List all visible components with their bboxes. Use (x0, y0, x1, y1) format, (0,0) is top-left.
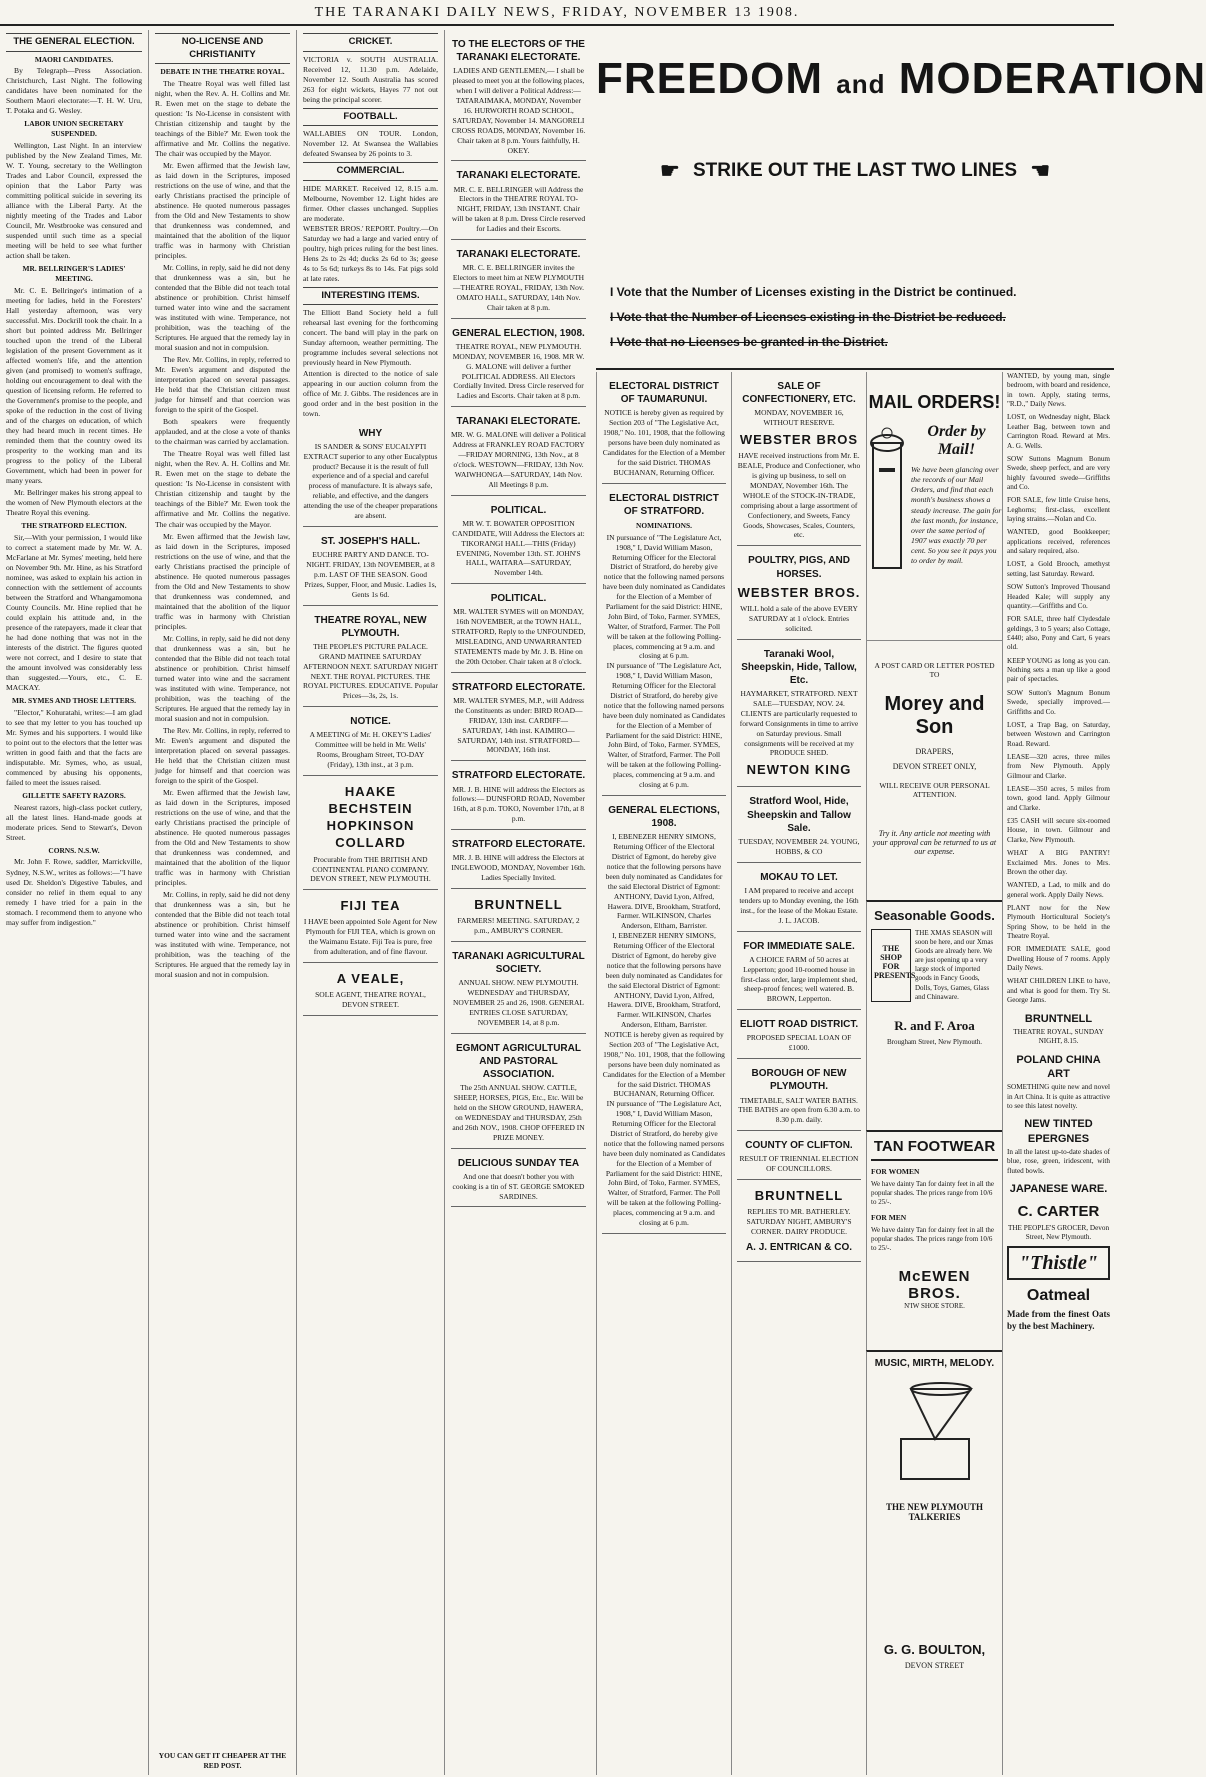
article-subheading: DEBATE IN THE THEATRE ROYAL. (160, 67, 285, 77)
china-text: SOMETHING quite new and novel in Art China. It is quite as attractive to see this latest novelty. (1007, 1083, 1110, 1110)
article-text: The Rev. Mr. Collins, in reply, referred to Mr. Ewen's argument and disputed the interpretation placed on several passages. He held that the Christian citizen must judge for himself and that coercion was foreign to the spirit of the Gospel. (155, 355, 290, 415)
classified-item: LOST, a Gold Brooch, amethyst setting, last Saturday. Reward. (1007, 560, 1110, 578)
vote-line-reduced: I Vote that the Number of Licenses existing in the District be reduced. (610, 310, 1006, 324)
advert-title (596, 54, 1206, 104)
classified-item: PLANT now for the New Plymouth Horticultural Society's Spring Show, to be held in the Theatre Royal. (1007, 903, 1110, 941)
advert-text: HAYMARKET, STRATFORD. NEXT SALE—TUESDAY, NOV. 24. CLIENTS are particularly requested to forward Consignments in time to arrive on Saturday previous. Small consignments will be received at my PRODUCE SHED. (739, 689, 859, 758)
classified-item: FOR IMMEDIATE SALE, good Dwelling House of 7 rooms. Apply Daily News. (1007, 945, 1110, 973)
advert-theatre-royal (303, 606, 438, 708)
tan-title: TAN FOOTWEAR (871, 1138, 998, 1161)
vote-line-continued: I Vote that the Number of Licenses existing in the District be continued. (610, 285, 1017, 299)
advert-egmont-show (451, 1034, 586, 1149)
advert-heading: STRATFORD ELECTORATE. (451, 681, 586, 693)
classified-item: LEASE—350 acres, 5 miles from town, good land. Apply Gilmour and Clarke. (1007, 785, 1110, 812)
classified-item: LEASE—320 acres, three miles from New Plymouth. Apply Gilmour and Clarke. (1007, 752, 1110, 780)
advert-brand: WEBSTER BROS. (737, 584, 861, 600)
advert-symes (451, 584, 586, 673)
advert-heading: BRUNTNELL (754, 1188, 844, 1204)
pillar-box-icon (867, 423, 907, 573)
classified-item: WHAT CHILDREN LIKE to have, and what is good for them. Try St. George Jams. (1007, 977, 1110, 1005)
advert-text: The 25th ANNUAL SHOW. CATTLE, SHEEP, HORSES, PIGS, Etc., Etc. Will be held on the SHOW GROUND, HAWERA, on WEDNESDAY and THURSDAY, 25th and 26th NOV., 1908. CHOP OFFERED IN PRIZE MONEY. (452, 1083, 585, 1142)
japanese-heading: JAPANESE WARE. (1009, 1182, 1108, 1195)
news-column-4 (444, 30, 592, 1775)
gramophone-icon (871, 1379, 999, 1489)
advert-symes-2 (451, 673, 586, 762)
music-title: MUSIC, MIRTH, MELODY. (874, 1358, 995, 1369)
notices-column-1 (596, 372, 731, 1775)
advert-heading: POLITICAL. (490, 504, 547, 516)
article-text: HIDE MARKET. Received 12, 8.15 a.m. Melbourne, November 12. Light hides are firmer. Other classes unchanged. Supplies are moderate. (303, 183, 438, 223)
pointing-hand-icon: ☚ (1030, 158, 1051, 183)
article-text: The Theatre Royal was well filled last night, when the Rev. A. H. Collins and Mr. R. Ewen met on the stage to debate the question: 'Is No-License in consistent with Christian citizenship and taught by the teachings of the Bible?' Mr. Ewen took the affirmative and Mr. Collins the negative. The chair was occupied by the Mayor. (155, 449, 290, 529)
advert-text: MR. C. E. BELLRINGER will Address the Electors in the THEATRE ROYAL TO-NIGHT, FRIDAY, 13th INSTANT. Chair will be taken at 8 p.m. Dress Circle reserved for Ladies and their Escorts. (451, 184, 586, 234)
advert-text: MR. WALTER SYMES, M.P., will Address the Constituents as under: BIRD ROAD—FRIDAY, 13th inst. CARDIFF—SATURDAY, 14th inst. KAIMIRO—SATURDAY, 14th inst. STRATFORD—MONDAY, 16th inst. (453, 695, 584, 755)
advert-fiji-tea (303, 890, 438, 963)
morey-line: DRAPERS, (915, 747, 954, 756)
classified-item: SOW Sutton's Improved Thousand Headed Kale; will supply any quantity.—Griffiths and Co. (1007, 583, 1110, 610)
advert-heading: A VEALE, (336, 971, 405, 987)
advert-text: And one that doesn't bother you with cooking is a tin of ST. GEORGE SMOKED SARDINES. (452, 1171, 585, 1201)
advert-heading: SALE OF CONFECTIONERY, ETC. (742, 381, 856, 406)
article-text: "Elector," Kohuratahi, writes:—I am glad to see that my letter to you has touched up Mr. Symes and his supporters. I would like to point out to the electors that the letter was written in good faith and that the facts are indisputable. Mr. Symes, who, as usual, commenced by abusing his opponents, failed to meet the issues raised. (6, 707, 142, 787)
morey-name: Morey and Son (884, 693, 985, 738)
title-moderation: MODERATION (898, 54, 1206, 103)
thistle-brand: "Thistle" (1007, 1246, 1110, 1280)
advert-heading: POLITICAL. (490, 593, 547, 605)
carter-name: C. CARTER (1017, 1203, 1100, 1221)
article-text: Wellington, Last Night. In an interview published by the New Zealand Times, Mr. W. T. Young, secretary to the Wellington Trades and Labor Council, expressed the opinion that the Labor Party was committing political suicide in severing its alliance with the Liberal Party. At the nightly meeting of the Trades and Labor Council, Mr. Westbrooke was censured and suspended until such time as a special meeting will be held to see what further action shall be taken. (6, 140, 142, 261)
advert-text: MONDAY, NOVEMBER 16, WITHOUT RESERVE. (754, 408, 844, 428)
advert-heading: HAAKE BECHSTEIN HOPKINSON COLLARD (326, 784, 415, 851)
advert-sardines (451, 1149, 586, 1208)
article-text: Mr. Ewen affirmed that the Jewish law, as laid down in the Scriptures, imposed restrictions on the use of wine, and that the early Christians practised the principle of abstinence. He quoted numerous passages from the Old and New Testaments to show that drunkenness was condemned, and maintained that the abolition of the liquor traffic was in harmony with Christian principles. (155, 787, 290, 888)
article-text: Mr. Collins, in reply, said he did not deny that drunkenness was a sin, but he contended that the Bible did not teach total abstinence or prohibition. Christ himself turned water into wine and the sacrament was instituted with wine. Temperance, not prohibition, was the teaching of the Scriptures. He argued that the remedy lay in moral suasion and not in compulsion. (155, 263, 290, 353)
advert-text: MR. J. B. HINE will address the Electors as follows:— DUNSFORD ROAD, November 16th, at 8 p.m. TOKO, November 17th, at 8 p.m. (452, 784, 585, 824)
advert-heading: FIJI TEA (340, 898, 401, 914)
notices-column-2 (731, 372, 866, 1775)
advert-text: LADIES AND GENTLEMEN,— I shall be pleased to meet you at the following places, when I will deliver a Political Address:— TATARAIMAKA, MONDAY, November 16. HURWORTH ROAD SCHOOL, SATURDAY, November 14. MANGORELI CROSS ROADS, MONDAY, November 16. Chair taken at 8 p.m. Yours faithfully, H. OKEY. (451, 66, 586, 155)
mail-order-advert (866, 372, 1002, 640)
section-heading: CRICKET. (303, 33, 438, 52)
advert-text: A CHOICE FARM of 50 acres at Lepperton; good 10-roomed house in first-class order, large implement shed, sheep-proof fences; well watered. B. BROWN, Lepperton. (740, 954, 858, 1004)
bruntnell-text: THEATRE ROYAL, SUNDAY NIGHT, 8.15. (1013, 1027, 1104, 1046)
article-text: Mr. C. E. Bellringer's intimation of a meeting for ladies, held in the Foresters' Hall yesterday afternoon, was very successful. Mrs. Dockrill took the chair. In a short but pointed address Mr. Bellringer touched upon the trend of the Liberal legislation of the present Government as it affected women's life, and the attention given (and promised) to women's suffrage, holding out encouragement to deal with the question of licensing reform. He referred to the Government's promise to the people, and spoke of the reduction in the cost of living and of the charges on education, of which they had heard much in recent times. He reminded them that the country owed its prosperity to the working man and its progress to the policy of the Liberal Government, which had been in power for many years. (6, 285, 142, 485)
article-text: Mr. Ewen affirmed that the Jewish law, as laid down in the Scriptures, imposed restrictions on the use of wine, and that the early Christians practised the principle of abstinence. He quoted numerous passages from the Old and New Testaments to show that drunkenness was condemned, and maintained that the abolition of the liquor traffic was in harmony with Christian principles. (155, 531, 290, 631)
classified-item: KEEP YOUNG as long as you can. Nothing sets a man up like a good pair of spectacles. (1007, 656, 1110, 684)
freedom-moderation-advert (596, 30, 1206, 370)
advert-text: TIMETABLE, SALT WATER BATHS. THE BATHS are open from 6.30 a.m. to 8.30 p.m. daily. (738, 1095, 860, 1125)
advert-text: MR. J. B. HINE will address the Electors at INGLEWOOD, MONDAY, November 16th. Ladies Specially Invited. (451, 853, 586, 883)
morey-line: DEVON STREET ONLY, (892, 762, 977, 771)
article-subheading: THE STRATFORD ELECTION. (21, 520, 127, 530)
china-heading: POLAND CHINA ART (1016, 1053, 1101, 1080)
advert-heading: Taranaki Wool, Sheepskin, Hide, Tallow, Etc. (741, 648, 857, 686)
article-subheading: MAORI CANDIDATES. (34, 54, 114, 64)
article-text: Sir,—With your permission, I would like to correct a statement made by Mr. W. A. McFarlane at Mr. Symes' meeting, held here on November 9th. Mr. Hine, as his Stratford nominee, was asked to explain his action in connection with the settlement of accounts between the Stratford and Whangamomona County Councils. Mr. Hine replied that he could explain his attitude and, in the presence of the ratepayers, made it clear that he had done nothing that was not in the interests of the district. The figures quoted were not correct, and I desire to state that the amount involved was considerably less than suggested.—Yours, etc., C. E. MACKAY. (6, 532, 142, 692)
advert-baths (737, 1059, 861, 1131)
vote-line-no-licenses: I Vote that no Licenses be granted in the District. (610, 335, 888, 349)
notice-heading: GENERAL ELECTIONS, 1908. (608, 804, 720, 830)
classified-item: WANTED, good Bookkeeper; applications received, references and salary required, also. (1007, 528, 1110, 556)
mcewen-sub: N'IW SHOE STORE. (904, 1301, 965, 1310)
article-text: The Elliott Band Society held a full rehearsal last evening for the forthcoming concert. The band will play in the park on Sunday afternoon, weather permitting. The programme includes several selections not previously heard in New Plymouth. (303, 308, 438, 368)
advert-heading: TARANAKI AGRICULTURAL SOCIETY. (452, 950, 585, 976)
advert-stratford-wool (737, 787, 861, 862)
advert-veale (303, 963, 438, 1016)
tan-footwear-advert (866, 1130, 1002, 1350)
news-column-3 (296, 30, 444, 1775)
morey-advert (866, 640, 1002, 900)
notice-text: I, EBENEZER HENRY SIMONS, Returning Officer of the Electoral District of Egmont, do hereby give notice that the following persons have been duly nominated as Candidates for the said Electoral District of Egmont: ANTHONY, David Lyon, Alfred, Hawera. DIVE, Brookham, Stratford, Farmer. WILKINSON, Charles Anderson, Eltham, Barrister. (605, 832, 723, 931)
article-text: Mr. Collins, in reply, said he did not deny that drunkenness was a sin, but he contended that the Bible did not teach total abstinence or prohibition. Christ himself turned water into wine and the sacrament was instituted with wine. Temperance, not prohibition, was the teaching of the Scriptures. He argued that the remedy lay in moral suasion and not in compulsion. (155, 633, 290, 723)
advert-notice (303, 707, 438, 776)
oatmeal-title: Oatmeal (1026, 1287, 1091, 1305)
advert-bruntnell-2 (737, 1180, 861, 1262)
mcewen-name: McEWEN BROS. (898, 1267, 971, 1302)
morey-line: WILL RECEIVE OUR PERSONAL ATTENTION. (879, 781, 990, 799)
article-subheading: GILLETTE SAFETY RAZORS. (22, 790, 126, 800)
classified-item: SOW Suttons Magnum Bonum Swede, sheep perfect, and are very highly favoured swede—Griffiths and Co. (1007, 454, 1110, 491)
advert-text: THE PEOPLE'S PICTURE PALACE. GRAND MATINEE SATURDAY AFTERNOON NEXT. SATURDAY NIGHT NEXT. THE ROYAL PICTURES. THE ROYAL PICTURES. EDUCATIVE. Popular Prices—3s, 2s, 1s. (303, 641, 438, 701)
advert-heading: TARANAKI ELECTORATE. (456, 416, 581, 428)
advert-heading: EGMONT AGRICULTURAL AND PASTORAL ASSOCIATION. (456, 1042, 581, 1081)
morey-line: A POST CARD OR LETTER POSTED TO (874, 661, 995, 679)
oatmeal-text: Made from the finest Oats by the best Machinery. (1007, 1309, 1110, 1331)
advert-heading: GENERAL ELECTION, 1908. (452, 327, 585, 339)
advert-malone-2 (451, 407, 586, 496)
advert-text: IS SANDER & SONS' EUCALYPTI EXTRACT superior to any other Eucalyptus product? Because it is the result of full experience and of a special and careful process of manufacture. It is always safe, reliable, and effective, and the dangers attending the use of the cheaper preparations are absent. (303, 441, 438, 520)
shop-presents-box: THE SHOP FOR PRESENTS (871, 929, 911, 1002)
classified-item: WHAT A BIG PANTRY! Exclaimed Mrs. Jones to Mrs. Brown the other day. (1007, 849, 1110, 876)
strike-text: STRIKE OUT THE LAST TWO LINES (692, 160, 1018, 182)
advert-bellringer-2 (451, 240, 586, 319)
article-text: Mr. Bellringer makes his strong appeal to the women of New Plymouth electors at the Theatre Royal this evening. (6, 487, 142, 517)
advert-text: MR. C. E. BELLRINGER invites the Electors to meet him at NEW PLYMOUTH—THEATRE ROYAL, FRIDAY, 13th Nov. OMATO HALL, SATURDAY, 14th Nov. Chair taken at 8 p.m. (452, 263, 585, 312)
advert-hine-2 (451, 830, 586, 889)
classified-item: £35 CASH will secure six-roomed House, in town. Gilmour and Clarke, New Plymouth. (1007, 817, 1110, 844)
article-text: VICTORIA v. SOUTH AUSTRALIA. Received 12, 11.30 p.m. Adelaide, November 12. South Australia has scored 263 for eight wickets, Hayes 77 not out being the principal scorer. (303, 54, 438, 104)
advert-heading: ELIOTT ROAD DISTRICT. (739, 1019, 859, 1031)
advert-heading: COUNTY OF CLIFTON. (745, 1140, 853, 1152)
tan-text: We have dainty Tan for dainty feet in all the popular shades. The prices range from 10/6 to 25/-. (871, 1226, 995, 1253)
advert-heading: POULTRY, PIGS, AND HORSES. (748, 555, 850, 580)
advert-clifton (737, 1131, 861, 1180)
article-heading: NO-LICENSE AND CHRISTIANITY (155, 33, 290, 64)
advert-text: Procurable from THE BRITISH AND CONTINENTAL PIANO COMPANY. DEVON STREET, NEW PLYMOUTH. (310, 854, 431, 884)
article-subheading: MR. BELLRINGER'S LADIES' MEETING. (22, 264, 126, 283)
advert-hine (451, 761, 586, 830)
article-text: WEBSTER BROS.' REPORT. Poultry.—On Saturday we had a large and varied entry of poultry, high prices ruling for the best lines. Hens 2s to 2s 4d; ducks 2s 6d to 3s; geese 4s to 5s 6d; turkeys 8s to 14s. Fat pigs sold at late rates. (303, 223, 438, 283)
notice-text: IN pursuance of "The Legislature Act, 1908," I, David William Mason, Returning Officer for the Electoral District of Stratford, do hereby give notice that the following named persons have been duly nominated as Candidates for the Election of a Member of Parliament for the said District: HINE, John Bird, of Toko, Farmer. SYMES, Walter, of Stratford, Farmer. The Poll will be taken at the following Polling-places, commencing at 9 a.m. and closing at 6 p.m. (602, 661, 726, 790)
advert-text: MR. WALTER SYMES will on MONDAY, 16th NOVEMBER, at the TOWN HALL, STRATFORD, Reply to the UNFOUNDED, MISLEADING, AND UNWARRANTED STATEMENTS made by Mr. J. B. Hine on the 20th October. Chair taken at 8 o'clock. (451, 607, 586, 666)
advert-text: ANNUAL SHOW. NEW PLYMOUTH. WEDNESDAY and THURSDAY, NOVEMBER 25 and 26, 1908. GENERAL ENTRIES CLOSE SATURDAY, NOVEMBER 14, at 8 p.m. (452, 978, 585, 1027)
section-heading: FOOTBALL. (303, 108, 438, 127)
mail-title: MAIL ORDERS! (868, 392, 1001, 412)
notice-egmont (602, 796, 726, 1234)
morey-line: Try it. Any article not meeting with your approval can be returned to us at our expense. (872, 829, 997, 856)
pointing-hand-icon: ☛ (659, 158, 680, 183)
epergnes-heading: NEW TINTED EPERGNES (1024, 1118, 1093, 1145)
advert-mokau (737, 863, 861, 932)
advert-text: RESULT OF TRIENNIAL ELECTION OF COUNCILLORS. (739, 1154, 859, 1174)
classified-item: SOW Sutton's Magnum Bonum Swede, specially improved.—Griffiths and Co. (1007, 688, 1110, 716)
advert-brand: NEWTON KING (746, 762, 852, 778)
advert-heading: ST. JOSEPH'S HALL. (320, 535, 421, 547)
advert-heading: TARANAKI ELECTORATE. (456, 170, 581, 182)
seasonable-goods-advert (866, 900, 1002, 1130)
advert-wool (737, 640, 861, 788)
advert-bellringer (451, 161, 586, 240)
tan-for-men: FOR MEN (871, 1213, 907, 1223)
classified-item: LOST, a Trap Bag, on Saturday, between Westown and Carrington Road. Reward. (1007, 720, 1110, 748)
advert-heading: NOTICE. (350, 716, 391, 728)
carter-sub: THE PEOPLE'S GROCER, Devon Street, New Plymouth. (1007, 1223, 1110, 1242)
article-text: Nearest razors, high-class pocket cutlery, all the latest lines. Hand-made goods at moderate prices. Send to Stewart's, Devon Street. (6, 802, 142, 842)
advert-text: WILL hold a sale of the above EVERY SATURDAY at 1 o'clock. Entries solicited. (740, 603, 858, 633)
advert-show (451, 942, 586, 1034)
advert-text: REPLIES TO MR. BATHERLEY. SATURDAY NIGHT, AMBURY'S CORNER. DAIRY PRODUCE. (746, 1207, 852, 1237)
notice-stratford (602, 484, 726, 796)
column-footer: YOU CAN GET IT CHEAPER AT THE RED POST. (155, 1751, 290, 1771)
notice-text: IN pursuance of "The Legislature Act, 1908," I, David William Mason, Returning Officer for the Electoral District of Stratford, do hereby give notice that the following named persons have been duly nominated as Candidates for the Election of a Member of Parliament for the said District: HINE, John Bird, of Toko, Farmer. SYMES, Walter, of Stratford, Farmer. The Poll will be taken at the following Polling-places, commencing at 9 a.m. and closing at 6 p.m. (602, 532, 726, 661)
advert-farm (737, 932, 861, 1011)
advert-text: I HAVE been appointed Sole Agent for New Plymouth for FIJI TEA, which is grown on the Waimanu Estate. Fiji Tea is pure, free from adulteration, and of fine flavour. (303, 917, 438, 957)
order-by-mail-title: Order by Mail! (927, 423, 986, 458)
notice-text: NOTICE is hereby given as required by Section 203 of "The Legislative Act, 1908," No. 101, 1908, that the following persons have been duly nominated as Candidates for the Election of a Member for the said District. THOMAS BUCHANAN, Returning Officer. (602, 408, 726, 477)
advert-malone (451, 319, 586, 408)
advert-text: FARMERS! MEETING. SATURDAY, 2 p.m., AMBURY'S CORNER. (457, 916, 580, 935)
mail-text: We have been glancing over the records of our Mail Orders, and find that each month's business shows a steady increase. The gain for the last month, for instance, over the same period of 1907 was exactly 70 per cent. So you see it pays you to order by mail. (911, 465, 1002, 566)
tan-for-women: FOR WOMEN (871, 1167, 920, 1176)
advert-text: HAVE received instructions from Mr. E. BEALE, Produce and Confectioner, who is giving up business, to sell on MONDAY, November 16th. The WHOLE of the STOCK-IN-TRADE, comprising about a large assortment of Confectionery, and Sweets, Fancy Goods, Showcases, Scales, Counters, etc. (737, 451, 861, 540)
advert-text: TUESDAY, NOVEMBER 24. YOUNG, HOBBS, & CO (738, 837, 860, 856)
advert-text: A MEETING of Mr. H. OKEY'S Ladies' Committee will be held in Mr. Wells' Rooms, Brougham Street, TO-DAY (Friday), 13th inst., at 3 p.m. (309, 730, 432, 770)
article-text: The Rev. Mr. Collins, in reply, referred to Mr. Ewen's argument and disputed the interpretation placed on several passages. He held that the Christian citizen must judge for himself and that coercion was foreign to the spirit of the Gospel. (155, 725, 290, 785)
advert-bruntnell (451, 889, 586, 942)
advert-heading: TO THE ELECTORS OF THE TARANAKI ELECTORATE. (452, 39, 585, 64)
section-heading: COMMERCIAL. (303, 162, 438, 181)
news-column-2 (148, 30, 296, 1775)
news-column-1 (0, 30, 148, 1775)
advert-heading: DELICIOUS SUNDAY TEA (457, 1157, 580, 1169)
advert-text: MR W. T. BOWATER OPPOSITION CANDIDATE, Will Address the Electors at: TIKORANGI HALL—THIS (Friday) EVENING, November 13th. ST. JOHN'S HALL, WAITARA—SATURDAY, November 14th. (452, 518, 585, 578)
advert-text: THEATRE ROYAL, NEW PLYMOUTH. MONDAY, NOVEMBER 16, 1908. MR W. G. MALONE will deliver a further POLITICAL ADDRESS. All Electors Cordially Invited. Dress Circle reserved for Ladies and Escorts. Chair taken at 8 p.m. (452, 341, 585, 401)
advert-heading: MOKAU TO LET. (760, 871, 838, 883)
article-text: Mr. Collins, in reply, said he did not deny that drunkenness was a sin, but he contended that the Bible did not teach total abstinence or prohibition. Christ himself turned water into wine and the sacrament was instituted with wine. Temperance, not prohibition, was the teaching of the Scriptures. He argued that the remedy lay in moral suasion and not in compulsion. (155, 890, 290, 980)
advert-heading: BOROUGH OF NEW PLYMOUTH. (751, 1068, 847, 1093)
masthead: THE TARANAKI DAILY NEWS, FRIDAY, NOVEMBER 13 1908. (0, 0, 1114, 26)
advert-confectionery (737, 372, 861, 546)
article-heading: THE GENERAL ELECTION. (6, 33, 142, 52)
classified-item: FOR SALE, few little Cruise hens, Leghorns; first-class, excellent laying strains.—Nolan and Co. (1007, 496, 1110, 524)
advert-heading: Stratford Wool, Hide, Sheepskin and Tallow Sale. (747, 796, 851, 834)
aroa-address: Brougham Street, New Plymouth. (886, 1037, 983, 1046)
advert-okey (451, 30, 586, 161)
article-text: Attention is directed to the notice of sale appearing in our auction column from the office of Mr. J. Gibbs. The residences are in good order and in the best position in the town. (303, 368, 438, 418)
article-text: The Theatre Royal was well filled last night, when the Rev. A. H. Collins and Mr. R. Ewen met on the stage to debate the question: 'Is No-License in consistent with Christian citizenship and taught by the teachings of the Bible?' Mr. Ewen took the affirmative and Mr. Collins the negative. The chair was occupied by the Mayor. (155, 78, 290, 158)
notice-heading: ELECTORAL DISTRICT OF STRATFORD. (609, 492, 719, 517)
advert-text: MR. W. G. MALONE will deliver a Political Address at FRANKLEY ROAD FACTORY—FRIDAY MORNING, 13th Nov., at 8 o'clock. WESTOWN—FRIDAY, 13th Nov. WAIWHONGA—SATURDAY, 14th Nov. All Meetings 8 p.m. (451, 430, 586, 489)
advert-eliott-road (737, 1010, 861, 1059)
boulton-name: G. G. BOULTON, (883, 1642, 986, 1657)
aroa-name: R. and F. Aroa (894, 1017, 975, 1033)
classified-item: FOR SALE, three half Clydesdale geldings, 3 to 5 years; also Cottage, £440; also, Pony and Cart, 6 years old. (1007, 615, 1110, 652)
advert-text: SOLE AGENT, THEATRE ROYAL, DEVON STREET. (315, 990, 426, 1010)
advert-heading: STRATFORD ELECTORATE. (451, 770, 586, 782)
advert-heading: FOR IMMEDIATE SALE. (743, 940, 855, 952)
article-text: Mr. John F. Rowe, saddler, Marrickville, Sydney, N.S.W., writes as follows:—"I have used Dr. Sheldon's Digestive Tabules, and consider no relief in them equal to any remedy I have tried for a pain in the stomach. I recommend them to anyone who may suffer from indigestion." (6, 857, 142, 927)
advert-heading: TARANAKI ELECTORATE. (456, 249, 581, 261)
advert-poultry (737, 546, 861, 639)
advert-pianos (303, 776, 438, 890)
notice-text: I, EBENEZER HENRY SIMONS, Returning Officer of the Electoral District of Egmont, do hereby give notice that the following persons have been duly nominated as Candidates for the said Electoral District of Egmont: ANTHONY, David Lyon, Alfred, Hawera. DIVE, Brookham, Stratford, Farmer. WILKINSON, Charles Anderson, Eltham, Barrister. (605, 931, 723, 1030)
notice-text: NOTICE is hereby given as required by Section 203 of "The Legislative Act, 1908," No. 101, 1908, that the following persons have been duly nominated as Candidates for the Election of a Member for the said District. THOMAS BUCHANAN, Returning Officer. (602, 1030, 726, 1099)
title-and: and (836, 69, 886, 99)
notice-text: IN pursuance of "The Legislature Act, 1908," I, David William Mason, Returning Officer for the Electoral District of Stratford, do hereby give notice that the following named persons have been duly nominated as Candidates for the Election of a Member of Parliament for the said District: HINE, John Bird, of Toko, Farmer. SYMES, Walter, of Stratford, Farmer. The Poll will be taken at the following Polling-places, commencing at 9 a.m. and closing at 6 p.m. (602, 1099, 726, 1228)
bruntnell-heading: BRUNTNELL (1024, 1012, 1093, 1025)
article-subheading: MR. SYMES AND THOSE LETTERS. (12, 696, 136, 705)
tan-text: We have dainty Tan for dainty feet in all the popular shades. The prices range from 10/6 to 25/-. (871, 1180, 995, 1207)
article-subheading: CORNS. N.S.W. (48, 845, 100, 855)
advert-brand: WEBSTER BROS (739, 432, 859, 448)
article-text: By Telegraph—Press Association. Christchurch, Last Night. The following candidates have been nominated for the Southern Maori electorate:—T. H. W. Uru, T. Potaka and G. Wesley. (6, 66, 142, 116)
strike-line (596, 158, 1114, 184)
music-advert (866, 1350, 1002, 1775)
advert-text: PROPOSED SPECIAL LOAN OF £1000. (746, 1033, 852, 1053)
advert-heading: WHY (358, 427, 383, 439)
section-heading: INTERESTING ITEMS. (303, 287, 438, 306)
notice-taumarunui (602, 372, 726, 484)
classified-item: LOST, on Wednesday night, Black Leather Bag, between town and Carrington Road. Reward at Mrs. A. G. Wells. (1007, 413, 1110, 450)
article-text: Both speakers were frequently applauded, and at the close a vote of thanks to the chairman was carried by acclamation. (155, 417, 290, 447)
classified-column (1002, 372, 1114, 1775)
title-freedom: FREEDOM (596, 54, 823, 103)
classified-item: WANTED, by young man, single bedroom, with board and residence, in town. Apply, stating terms, "R.D.," Daily News. (1007, 372, 1110, 409)
advert-heading: THEATRE ROYAL, NEW PLYMOUTH. (314, 614, 427, 639)
notice-heading: ELECTORAL DISTRICT OF TAUMARUNUI. (609, 381, 719, 406)
advert-eucalypti (303, 419, 438, 527)
advert-brand: A. J. ENTRICAN & CO. (745, 1242, 853, 1254)
advert-st-josephs (303, 527, 438, 606)
advert-bowater (451, 496, 586, 585)
article-subheading: LABOR UNION SECRETARY SUSPENDED. (24, 119, 124, 139)
article-text: WALLABIES ON TOUR. London, November 12. At Swansea the Wallabies defeated Swansea by 26 points to 3. (303, 129, 438, 159)
epergnes-text: In all the latest up-to-date shades of blue, rose, green, iridescent, with fluted bowls. (1007, 1147, 1110, 1175)
article-text: Mr. Ewen affirmed that the Jewish law, as laid down in the Scriptures, imposed restrictions on the use of wine, and that the early Christians practised the principle of abstinence. He quoted numerous passages from the Old and New Testaments to show that drunkenness was condemned, and maintained that the abolition of the liquor traffic was in harmony with Christian principles. (155, 160, 290, 261)
advert-text: I AM prepared to receive and accept tenders up to Monday evening, the 16th inst., for the lease of the Mokau Estate. J. L. JACOB. (739, 886, 859, 925)
advert-text: EUCHRE PARTY AND DANCE. TO-NIGHT. FRIDAY, 13th NOVEMBER, at 8 p.m. LAST OF THE SEASON. Good Prizes, Supper, Floor, and Music. Ladies 1s, Gents 1s 6d. (304, 550, 437, 599)
notice-subheading: NOMINATIONS. (636, 520, 692, 530)
classified-item: WANTED, a Lad, to milk and do general work. Apply Daily News. (1007, 881, 1110, 899)
seasonable-title: Seasonable Goods. (874, 908, 995, 923)
boulton-address: DEVON STREET (904, 1661, 965, 1670)
talkeries-title: THE NEW PLYMOUTH TALKERIES (885, 1502, 984, 1522)
advert-heading: BRUNTNELL (474, 896, 563, 912)
advert-heading: STRATFORD ELECTORATE. (451, 839, 586, 851)
seasonable-text: THE XMAS SEASON will soon be here, and our Xmas Goods are already here. We are just opening up a very large stock of imported goods in Fancy Goods, Dolls, Toys, Games, Glass and Chinaware. (915, 929, 994, 1001)
